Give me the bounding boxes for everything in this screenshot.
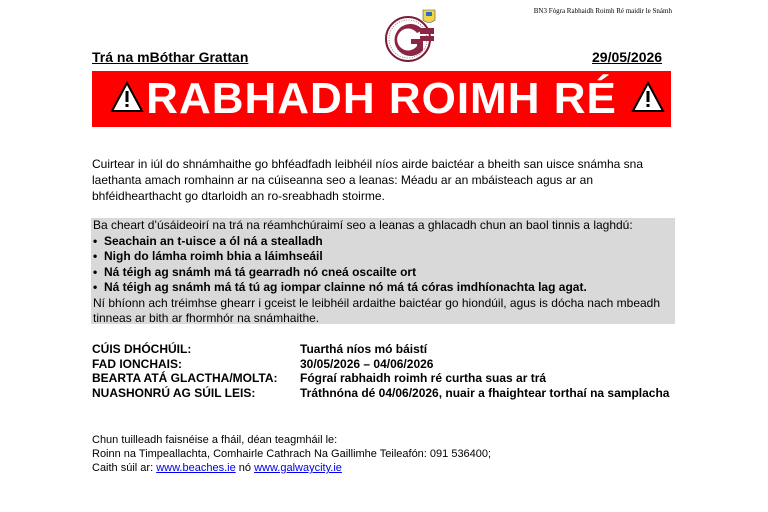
advice-list bbox=[93, 234, 673, 296]
detail-row bbox=[92, 386, 680, 401]
banner-title: RABHADH ROIMH RÉ bbox=[146, 74, 617, 123]
detail-value: Tráthnóna dé 04/06/2026, nuair a fhaightear torthaí na samplacha bbox=[300, 385, 670, 400]
advice-closing: Ní bhíonn ach tréimhse ghearr i gceist le leibhéil ardaithe baictéar go hiondúil, agus is dócha nach mbeadh tinneas ar bith ar fhormhór na snámhaithe. bbox=[93, 295, 661, 325]
contact-intro: Chun tuilleadh faisnéise a fháil, déan teagmháil le: bbox=[92, 434, 338, 446]
intro-paragraph: Cuirtear in iúl do shnámhaithe go bhféadfadh leibhéil níos airde baictéar a bheith san uisce snámha sna laethanta amach romhainn ar na cúiseanna seo a leanas: Méadu ar an mbáisteach agus ar an bhféidhearthacht go dtarloidh an ro-sreabhadh stoirme. bbox=[92, 157, 644, 203]
detail-value: 30/05/2026 – 04/06/2026 bbox=[300, 356, 434, 371]
visit-prefix: Caith súil ar: bbox=[92, 462, 154, 474]
detail-label: FAD IONCHAIS: bbox=[92, 356, 182, 371]
document-reference: BN3 Fógra Rabhaidh Roimh Ré maidir le Snámh bbox=[533, 7, 672, 15]
warning-banner bbox=[92, 71, 671, 127]
warning-triangle-icon bbox=[110, 81, 144, 113]
advice-item: • Ná téigh ag snámh má tá gearradh nó cneá oscailte ort bbox=[93, 265, 673, 281]
detail-row bbox=[92, 342, 680, 357]
beach-name: Trá na mBóthar Grattan bbox=[92, 49, 249, 65]
notice-details bbox=[92, 342, 680, 400]
detail-value: Fógraí rabhaidh roimh ré curtha suas ar trá bbox=[300, 371, 547, 385]
contact-department: Roinn na Timpeallachta, Comhairle Cathrach Na Gaillimhe Teileafón: 091 536400; bbox=[92, 448, 492, 460]
detail-row bbox=[92, 357, 680, 372]
detail-row bbox=[92, 371, 680, 386]
detail-label: CÚIS DHÓCHÚIL: bbox=[92, 342, 192, 356]
advice-item: • Nigh do lámha roimh bhia a láimhseáil bbox=[93, 249, 673, 265]
detail-label: NUASHONRÚ AG SÚIL LEIS: bbox=[92, 385, 256, 400]
advice-lead: Ba cheart d’úsáideoirí na trá na réamhchúraimí seo a leanas a ghlacadh chun an baol tinnis a laghdú: bbox=[93, 218, 633, 232]
detail-label: BEARTA ATÁ GLACTHA/MOLTA: bbox=[92, 371, 278, 385]
warning-triangle-icon bbox=[631, 81, 665, 113]
advice-item: • Ná téigh ag snámh má tá tú ag iompar clainne nó má tá córas imdhíonachta lag agat. bbox=[93, 280, 673, 296]
beaches-link[interactable]: www.beaches.ie bbox=[156, 462, 236, 474]
or-text: nó bbox=[238, 462, 252, 474]
contact-links bbox=[92, 461, 491, 475]
notice-date: 29/05/2026 bbox=[592, 49, 663, 65]
advice-box bbox=[91, 218, 675, 324]
galway-city-council-logo bbox=[383, 8, 445, 64]
detail-value: Tuarthá níos mó báistí bbox=[300, 342, 428, 356]
advice-item: • Seachain an t-uisce a ól ná a stealladh bbox=[93, 234, 673, 250]
contact-section bbox=[92, 433, 491, 475]
galwaycity-link[interactable]: www.galwaycity.ie bbox=[254, 462, 342, 474]
